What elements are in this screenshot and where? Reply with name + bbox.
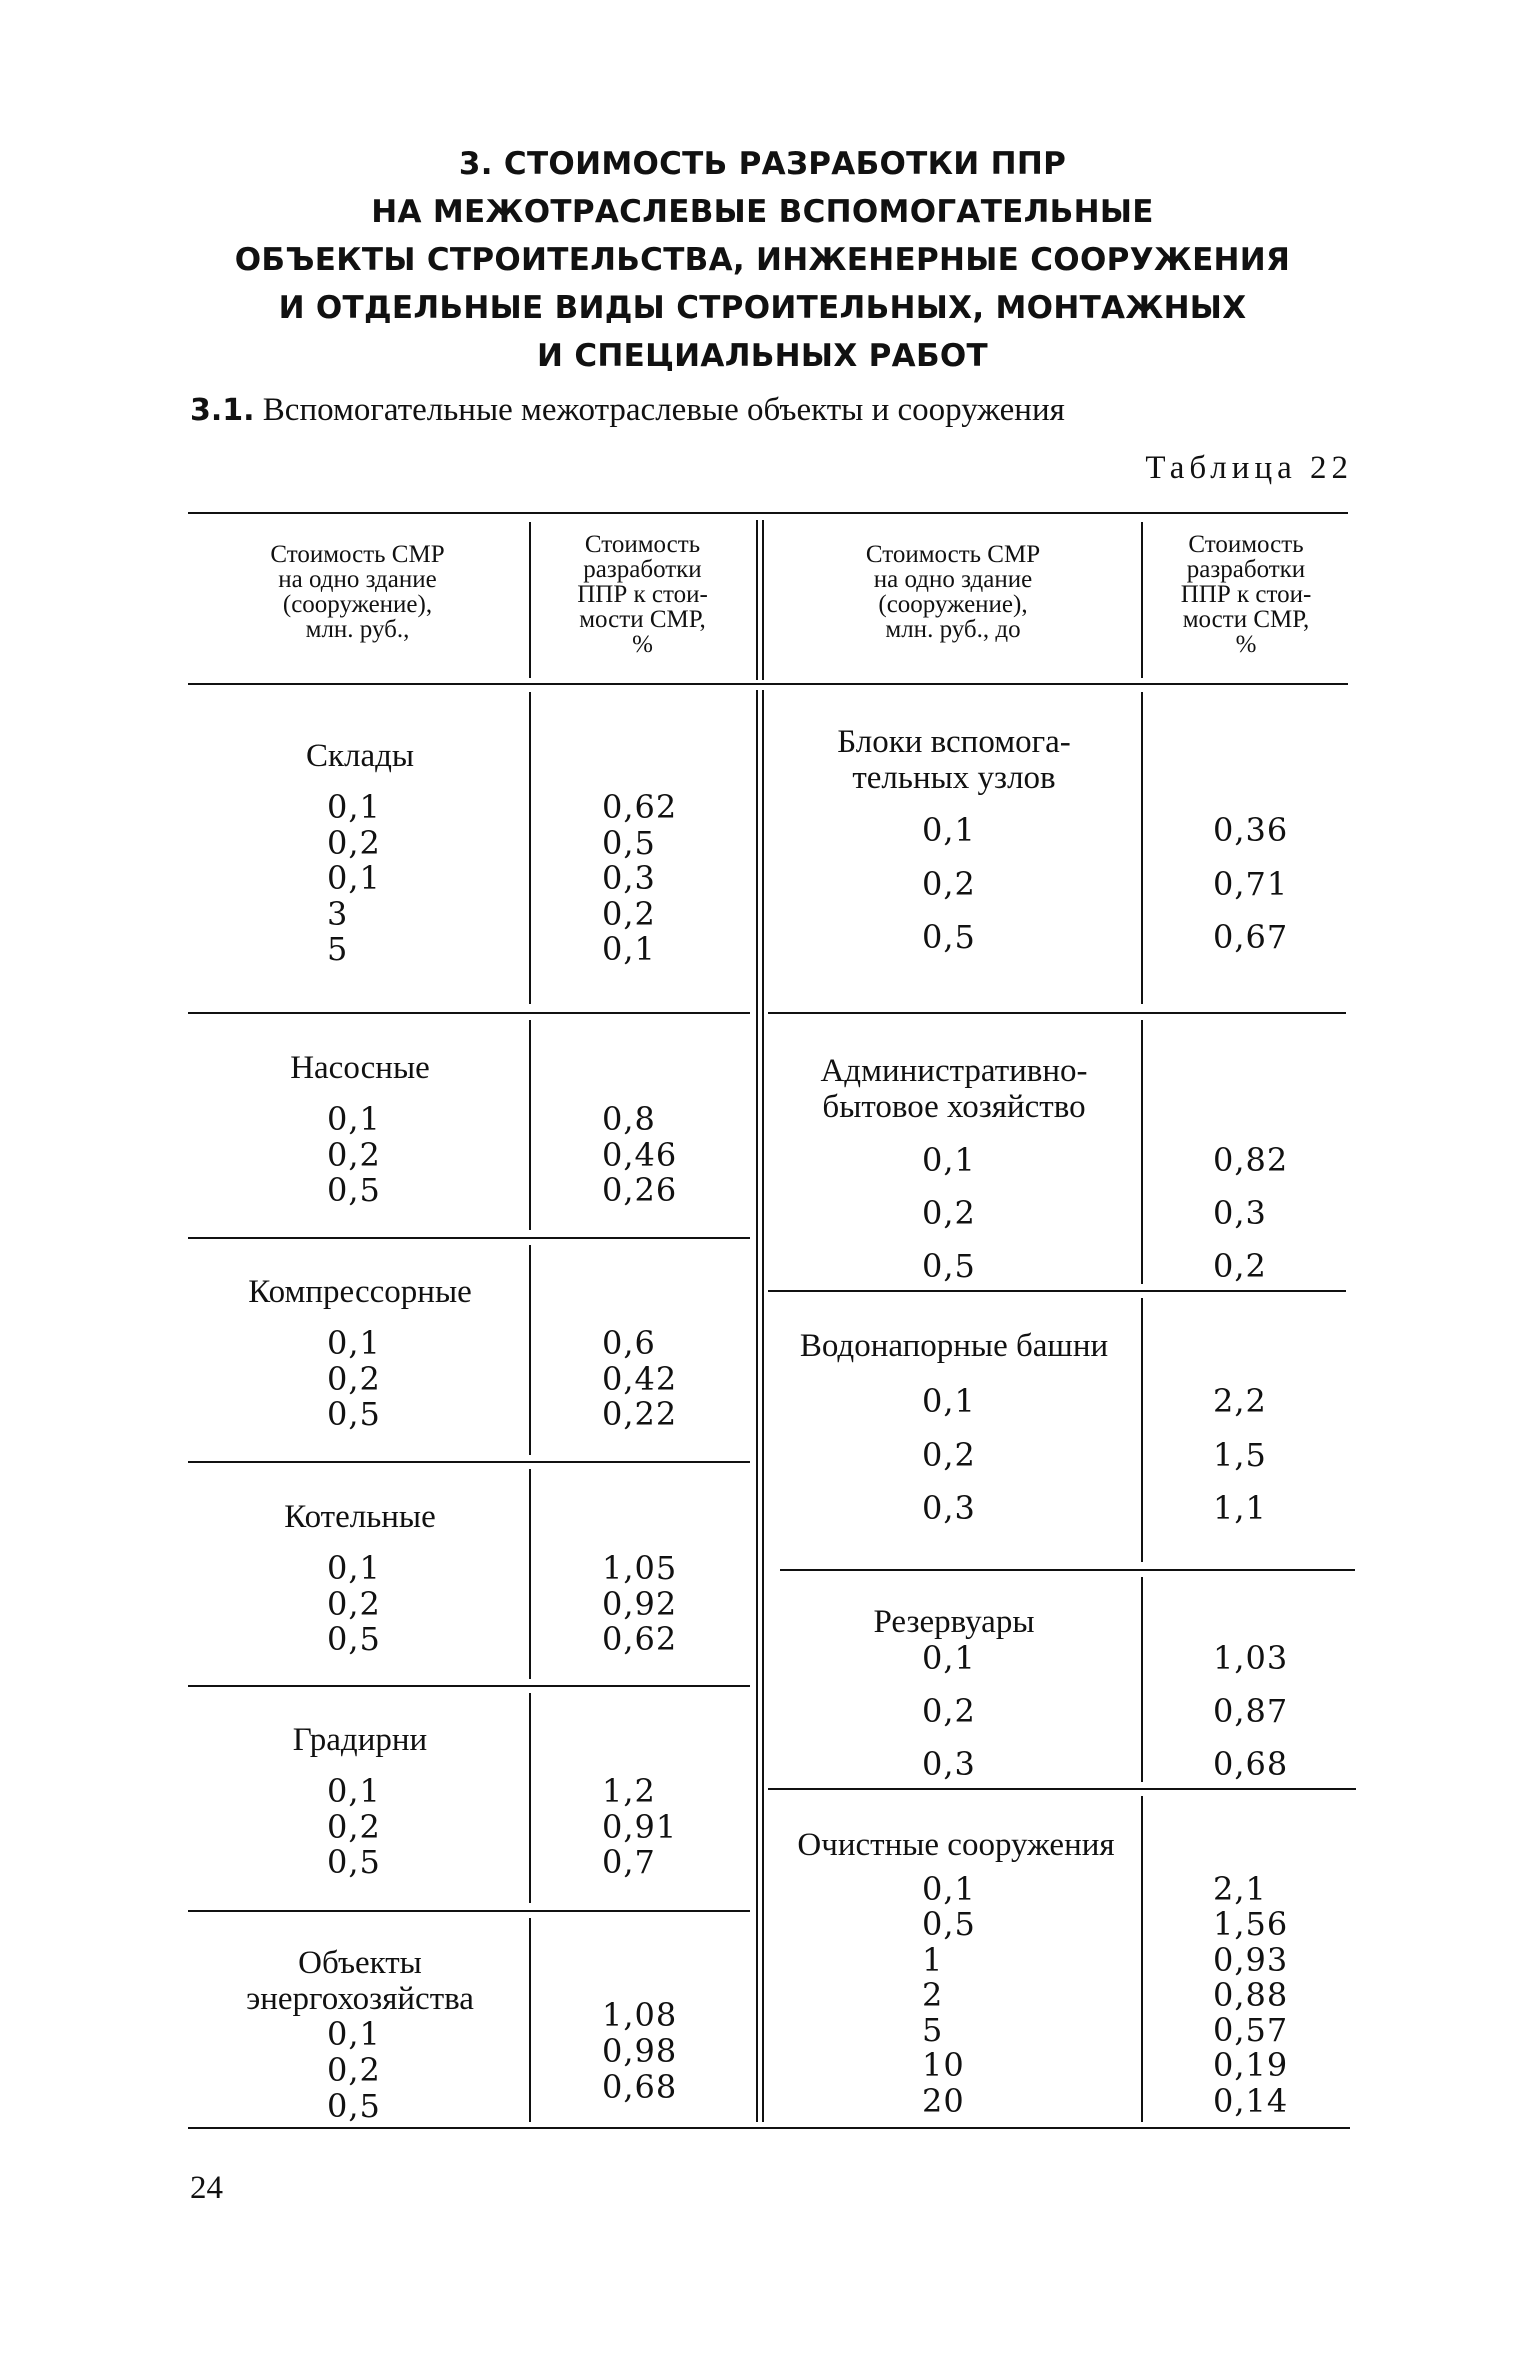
header-line: (сооружение), <box>878 591 1028 618</box>
group-name-line: Очистные сооружения <box>797 1827 1115 1863</box>
percent-value: 0,5 <box>602 823 656 862</box>
cost-value: 0,2 <box>922 864 976 903</box>
header-line: Стоимость <box>1188 531 1304 558</box>
section-heading <box>150 140 1375 380</box>
column-divider <box>1141 1020 1143 1284</box>
cost-value: 0,2 <box>327 2051 381 2089</box>
group-name-kotelnye <box>200 1499 520 1535</box>
cost-column <box>922 1134 976 1293</box>
header-line: Стоимость <box>584 531 701 558</box>
header-line: на одно здание <box>278 566 437 593</box>
percent-value: 1,05 <box>602 1549 678 1587</box>
percent-column <box>1213 804 1288 965</box>
percent-value: 1,08 <box>602 1996 678 2034</box>
cost-value: 0,1 <box>327 1772 381 1810</box>
cost-column <box>327 2016 381 2124</box>
cost-value: 0,3 <box>922 1489 976 1527</box>
column-divider <box>1141 1577 1143 1782</box>
group-name-line: бытовое хозяйство <box>822 1089 1086 1125</box>
cost-column <box>922 1375 976 1536</box>
percent-value: 0,93 <box>1213 1940 1289 1979</box>
cost-value: 0,1 <box>327 1324 381 1362</box>
table-bottom-rule <box>188 2127 1350 2129</box>
percent-value: 0,19 <box>1213 2046 1289 2085</box>
cost-value: 0,2 <box>327 1135 381 1174</box>
percent-column <box>1213 1872 1288 2119</box>
header-left-percent <box>535 532 750 657</box>
column-divider <box>529 1245 531 1455</box>
group-name-line: Градирни <box>292 1722 428 1758</box>
cost-value: 0,5 <box>327 1843 381 1881</box>
header-line: ППР к стои- <box>577 581 708 608</box>
percent-column <box>602 1551 677 1658</box>
header-line: ППР к стои- <box>1180 581 1312 608</box>
cost-value: 0,5 <box>922 1247 976 1285</box>
cost-column <box>327 1326 381 1433</box>
group-separator <box>188 1237 750 1239</box>
percent-column <box>1213 1632 1288 1791</box>
header-line: (сооружение), <box>282 591 433 618</box>
percent-value: 0,62 <box>602 788 678 826</box>
percent-value: 1,5 <box>1213 1435 1267 1474</box>
cost-value: 0,1 <box>327 1100 381 1138</box>
group-name-line: тельных узлов <box>852 760 1056 796</box>
cost-value: 0,1 <box>327 788 381 826</box>
group-name-line: Компрессорные <box>248 1274 472 1310</box>
cost-value: 0,1 <box>922 1141 976 1179</box>
group-name-line: Котельные <box>284 1499 436 1535</box>
group-name-line: Насосные <box>290 1050 430 1086</box>
group-separator <box>188 1685 750 1687</box>
column-divider <box>529 692 531 1004</box>
group-name-line: Склады <box>305 738 415 774</box>
table-top-rule <box>188 512 1348 514</box>
group-name-nasosnye <box>200 1050 520 1086</box>
heading-line: НА МЕЖОТРАСЛЕВЫЕ ВСПОМОГАТЕЛЬНЫЕ <box>371 194 1154 230</box>
percent-value: 2,2 <box>1213 1382 1267 1420</box>
percent-value: 0,8 <box>602 1100 656 1138</box>
group-separator <box>188 1012 750 1014</box>
percent-column <box>1213 1134 1288 1293</box>
percent-column <box>602 1997 677 2105</box>
column-divider <box>529 1469 531 1679</box>
cost-column <box>327 790 381 968</box>
header-line: млн. руб., до <box>885 616 1021 643</box>
cost-value: 0,2 <box>327 823 381 862</box>
percent-value: 0,36 <box>1213 811 1289 849</box>
header-line: Стоимость СМР <box>865 541 1041 568</box>
percent-value: 0,68 <box>602 2068 678 2106</box>
percent-value: 1,03 <box>1213 1639 1289 1677</box>
percent-value: 0,67 <box>1213 918 1289 956</box>
cost-value: 5 <box>327 930 349 968</box>
column-divider <box>1141 692 1143 1004</box>
table-center-divider <box>756 690 758 2122</box>
group-separator <box>188 1910 750 1912</box>
group-name-administrativno <box>770 1053 1138 1125</box>
percent-column <box>602 1774 677 1881</box>
header-line: разработки <box>1186 556 1306 583</box>
group-name-line: энергохозяйства <box>246 1981 474 2017</box>
cost-value: 10 <box>922 2046 965 2085</box>
percent-value: 0,87 <box>1213 1692 1289 1730</box>
cost-value: 1 <box>922 1940 944 1979</box>
percent-value: 2,1 <box>1213 1870 1267 1908</box>
cost-value: 0,2 <box>922 1692 976 1730</box>
cost-column <box>922 1872 976 2119</box>
percent-column <box>602 1326 677 1433</box>
group-name-line: Водонапорные башни <box>799 1328 1109 1364</box>
percent-value: 1,1 <box>1213 1489 1267 1527</box>
cost-value: 0,2 <box>922 1435 976 1474</box>
table-label: Таблица 22 <box>1145 450 1353 486</box>
percent-value: 0,7 <box>602 1843 656 1881</box>
page-number: 24 <box>190 2170 223 2206</box>
header-divider <box>1141 522 1143 678</box>
cost-value: 2 <box>922 1975 944 2014</box>
heading-line: И ОТДЕЛЬНЫЕ ВИДЫ СТРОИТЕЛЬНЫХ, МОНТАЖНЫХ <box>278 290 1247 326</box>
cost-value: 0,1 <box>327 1549 381 1587</box>
header-line: мости СМР, <box>1182 606 1310 633</box>
percent-value: 0,46 <box>602 1135 678 1174</box>
cost-column <box>922 804 976 965</box>
group-separator <box>780 1569 1355 1571</box>
cost-value: 0,1 <box>327 859 381 897</box>
percent-value: 0,62 <box>602 1620 678 1658</box>
cost-column <box>327 1551 381 1658</box>
header-right-cost <box>768 542 1138 642</box>
header-line: % <box>632 631 653 658</box>
cost-value: 0,5 <box>327 1395 381 1433</box>
column-divider <box>529 1020 531 1230</box>
cost-value: 0,5 <box>327 2087 381 2125</box>
percent-value: 0,2 <box>602 894 656 933</box>
group-separator <box>768 1012 1346 1014</box>
percent-value: 0,92 <box>602 1584 678 1623</box>
heading-line: И СПЕЦИАЛЬНЫХ РАБОТ <box>537 338 988 374</box>
percent-value: 0,98 <box>602 2032 678 2070</box>
cost-column <box>327 1102 381 1209</box>
header-line: на одно здание <box>873 566 1033 593</box>
percent-value: 0,1 <box>602 930 656 968</box>
percent-value: 0,6 <box>602 1324 656 1362</box>
group-separator <box>188 1461 750 1463</box>
cost-value: 0,2 <box>327 1584 381 1623</box>
cost-value: 0,3 <box>922 1745 976 1783</box>
subsection-title <box>190 392 1065 429</box>
group-name-sklady <box>200 738 520 774</box>
group-name-line: Административно- <box>820 1053 1088 1089</box>
group-name-kompressornye <box>200 1274 520 1310</box>
subsection-number: 3.1. <box>190 393 255 428</box>
header-line: млн. руб., <box>305 616 410 643</box>
subsection-text: Вспомогательные межотраслевые объекты и сооружения <box>262 392 1065 428</box>
cost-value: 0,5 <box>327 1171 381 1209</box>
cost-value: 0,5 <box>922 918 976 956</box>
percent-value: 0,26 <box>602 1171 678 1209</box>
percent-value: 0,2 <box>1213 1247 1267 1285</box>
cost-value: 0,1 <box>922 1870 976 1908</box>
percent-value: 0,68 <box>1213 1745 1289 1783</box>
header-bottom-rule <box>188 683 1348 685</box>
cost-value: 0,2 <box>327 1807 381 1846</box>
cost-value: 0,1 <box>327 2015 381 2053</box>
cost-value: 3 <box>327 894 349 933</box>
header-line: % <box>1235 631 1257 658</box>
cost-value: 5 <box>922 2011 944 2050</box>
percent-value: 0,91 <box>602 1807 678 1846</box>
header-left-cost <box>195 542 520 642</box>
cost-value: 0,1 <box>922 811 976 849</box>
group-name-ochistnye <box>770 1827 1142 1863</box>
header-center-divider <box>756 520 758 680</box>
percent-column <box>1213 1375 1267 1536</box>
group-name-bloki <box>770 724 1138 796</box>
group-name-line: Блоки вспомога- <box>837 724 1071 760</box>
header-divider <box>529 522 531 678</box>
cost-value: 0,5 <box>327 1620 381 1658</box>
percent-value: 0,57 <box>1213 2011 1289 2050</box>
group-name-vodonapornye <box>770 1328 1138 1364</box>
percent-value: 0,3 <box>1213 1194 1267 1232</box>
percent-value: 0,82 <box>1213 1141 1289 1179</box>
header-line: мости СМР, <box>579 606 706 633</box>
percent-column <box>602 790 677 968</box>
header-line: Стоимость СМР <box>270 541 445 568</box>
column-divider <box>529 1918 531 2122</box>
percent-value: 0,42 <box>602 1359 678 1398</box>
cost-column <box>327 1774 381 1881</box>
group-name-line: Резервуары <box>873 1604 1035 1640</box>
percent-value: 1,56 <box>1213 1905 1289 1944</box>
header-right-percent <box>1146 532 1346 657</box>
cost-value: 20 <box>922 2081 965 2120</box>
header-line: разработки <box>583 556 702 583</box>
group-name-line: Объекты <box>298 1945 422 1981</box>
percent-value: 0,14 <box>1213 2081 1289 2120</box>
percent-value: 1,2 <box>602 1772 656 1810</box>
percent-value: 0,71 <box>1213 864 1289 903</box>
percent-value: 0,3 <box>602 859 656 897</box>
group-name-energo <box>200 1945 520 2017</box>
percent-column <box>602 1102 677 1209</box>
cost-value: 0,1 <box>922 1639 976 1677</box>
table-center-divider <box>762 690 764 2122</box>
cost-value: 0,2 <box>327 1359 381 1398</box>
percent-value: 0,88 <box>1213 1975 1289 2014</box>
cost-value: 0,2 <box>922 1194 976 1232</box>
percent-value: 0,22 <box>602 1395 678 1433</box>
cost-value: 0,1 <box>922 1382 976 1420</box>
group-name-gradirni <box>200 1722 520 1758</box>
cost-column <box>922 1632 976 1791</box>
heading-line: 3. СТОИМОСТЬ РАЗРАБОТКИ ППР <box>458 146 1067 182</box>
cost-value: 0,5 <box>922 1905 976 1944</box>
column-divider <box>1141 1298 1143 1562</box>
heading-line: ОБЪЕКТЫ СТРОИТЕЛЬСТВА, ИНЖЕНЕРНЫЕ СООРУЖЕНИЯ <box>234 242 1291 278</box>
header-center-divider <box>762 520 764 680</box>
column-divider <box>529 1693 531 1903</box>
